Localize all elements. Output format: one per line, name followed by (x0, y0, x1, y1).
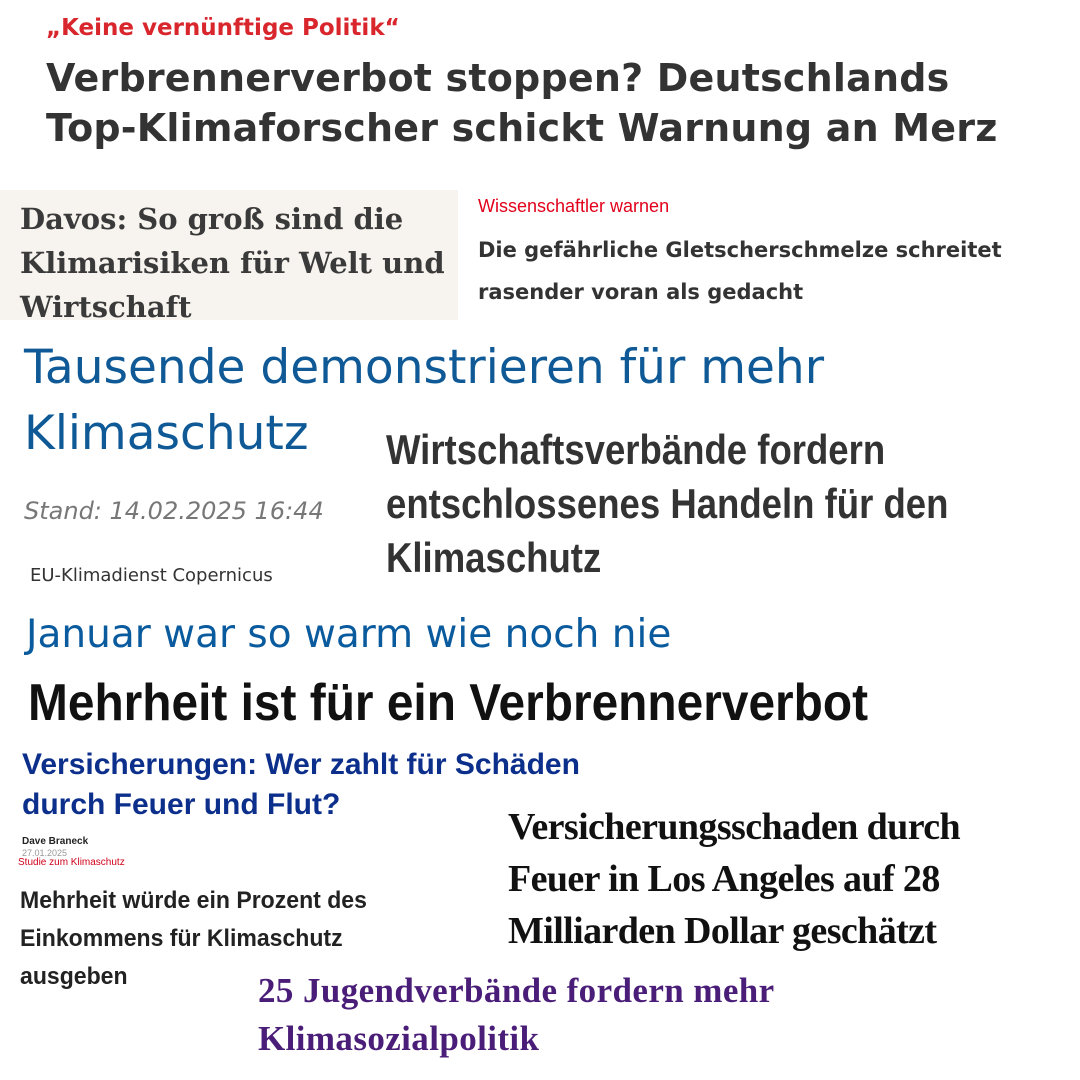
headline-12-title[interactable] (258, 967, 775, 1063)
headline-11-title[interactable] (508, 801, 960, 957)
headline-6-title[interactable] (386, 423, 948, 585)
headline-1-line-1: Verbrennerverbot stoppen? Deutschlands (46, 56, 950, 100)
headline-4-line-2: Klimaschutz (24, 406, 309, 461)
headline-10-line-1: Mehrheit würde ein Prozent des (20, 887, 367, 914)
headline-9-line-1: Versicherungen: Wer zahlt für Schäden (22, 748, 580, 781)
headline-11-line-1: Versicherungsschaden durch (508, 806, 961, 848)
headline-3-title[interactable] (478, 229, 1002, 313)
headline-10-date: 27.01.2025 (22, 848, 68, 858)
headline-12-line-2: Klimasozialpolitik (258, 1019, 540, 1058)
headline-2-title[interactable] (20, 197, 445, 329)
headline-4-timestamp: Stand: 14.02.2025 16:44 (24, 497, 324, 525)
headline-1-line-2: Top-Klimaforscher schickt Warnung an Merz (46, 106, 998, 150)
headline-3-kicker: Wissenschaftler warnen (478, 196, 670, 216)
headline-6-line-2: entschlossenes Handeln für den (386, 480, 949, 527)
headline-5-kicker: EU-Klimadienst Copernicus (30, 565, 273, 586)
headline-11-line-3: Milliarden Dollar geschätzt (508, 910, 937, 952)
headline-4-line-1: Tausende demonstrieren für mehr (24, 340, 825, 395)
headline-2-line-2: Klimarisiken für Welt und (20, 246, 445, 280)
headline-11-line-2: Feuer in Los Angeles auf 28 (508, 858, 940, 900)
headline-2-line-1: Davos: So groß sind die (20, 202, 404, 236)
headline-7-title[interactable]: Januar war so warm wie noch nie (26, 612, 672, 657)
headline-6-line-1: Wirtschaftsverbände fordern (386, 426, 886, 473)
headline-6-line-3: Klimaschutz (386, 534, 602, 581)
headline-3-line-1: Die gefährliche Gletscherschmelze schreitet (478, 238, 1002, 262)
headline-3-line-2: rasender voran als gedacht (478, 280, 804, 304)
headline-1-title[interactable] (46, 53, 998, 153)
headline-10-author: Dave Braneck (22, 836, 89, 847)
headline-10-kicker: Studie zum Klimaschutz (18, 857, 125, 868)
headline-10-line-3: ausgeben (20, 963, 128, 990)
headline-9-title[interactable] (22, 745, 580, 825)
headline-8-title[interactable]: Mehrheit ist für ein Verbrennerverbot (28, 674, 869, 732)
headline-1-kicker: „Keine vernünftige Politik“ (46, 15, 400, 41)
headline-2-line-3: Wirtschaft (20, 290, 192, 324)
headline-12-line-1: 25 Jugendverbände fordern mehr (258, 971, 775, 1010)
headline-9-line-2: durch Feuer und Flut? (22, 788, 341, 821)
headline-10-line-2: Einkommens für Klimaschutz (20, 925, 343, 952)
